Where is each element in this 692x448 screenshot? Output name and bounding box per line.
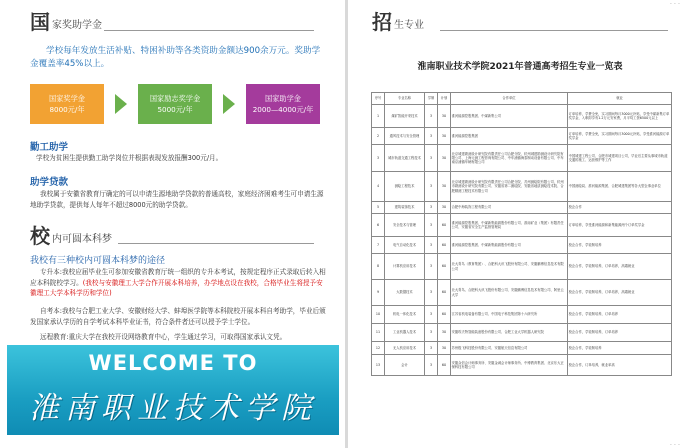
table-cell: 30 bbox=[438, 145, 451, 172]
section-header-majors bbox=[372, 12, 424, 32]
table-cell: 3 bbox=[425, 306, 438, 324]
table-cell: 苏州极飞科技股份有限公司、安徽航天信息有限公司 bbox=[451, 342, 568, 355]
table-cell: 校企合作，学徒制培养，订单培养，高端就业 bbox=[568, 254, 672, 280]
table-cell: 12 bbox=[372, 342, 385, 355]
table-cell: 30 bbox=[438, 342, 451, 355]
table-cell: 13 bbox=[372, 355, 385, 376]
flow-amount: 5000元/年 bbox=[157, 105, 193, 114]
table-cell: 3 bbox=[425, 280, 438, 306]
table-cell: 60 bbox=[438, 280, 451, 306]
table-cell: 校企合作 bbox=[568, 202, 672, 214]
section-divider bbox=[104, 30, 314, 31]
table-cell: 合肥中海装饰工程有限公司 bbox=[451, 202, 568, 214]
intro-paragraph: 学校每年发放生活补贴、特困补助等各类资助金额达900余万元。奖助学金覆盖率45%以上。 bbox=[30, 46, 321, 69]
welcome-banner bbox=[7, 345, 339, 435]
table-cell: 9 bbox=[372, 280, 385, 306]
table-cell: 30 bbox=[438, 128, 451, 145]
table-cell: 3 bbox=[425, 128, 438, 145]
table-cell: 6 bbox=[372, 214, 385, 237]
table-row bbox=[372, 105, 672, 128]
table-row bbox=[372, 202, 672, 214]
table-cell: 30 bbox=[438, 105, 451, 128]
table-cell: 大数据技术 bbox=[385, 280, 425, 306]
table-cell: 3 bbox=[425, 324, 438, 342]
table-row bbox=[372, 280, 672, 306]
table-cell: 煤矿智能开采技术 bbox=[385, 105, 425, 128]
table-cell: 3 bbox=[425, 172, 438, 202]
table-cell: 3 bbox=[425, 355, 438, 376]
table-cell: 计算机应用技术 bbox=[385, 254, 425, 280]
table-cell: 7 bbox=[372, 237, 385, 254]
table-cell: 订单培养，学费全免，实习期间每月3000元补贴，享受中煤新集订单奖学金，入职即享有1.2万元安家费，月平均工资6500元以上 bbox=[568, 105, 672, 128]
banner-college-name: 淮南职业技术学院 bbox=[29, 391, 317, 426]
table-cell: 60 bbox=[438, 214, 451, 237]
route-distance-text: 远程教育:重庆大学在我校开设网络教育中心，学生通过学习，可取得国家承认文凭。 bbox=[40, 333, 287, 341]
table-cell: 中国测绘局、淮河能源集团、合肥城建集团等各大型企事业单位 bbox=[568, 172, 672, 202]
table-title: 淮南职业技术学院2021年普通高考招生专业一览表 bbox=[417, 62, 623, 72]
work-study-text: 学校为贫困生提供勤工助学岗位并根据表现发放报酬300元/月。 bbox=[36, 154, 223, 162]
table-row bbox=[372, 214, 672, 237]
table-cell: 3 bbox=[425, 342, 438, 355]
arrow-right-icon bbox=[115, 94, 127, 114]
table-cell: 江苏省机电装备有限公司、中国电子科技集团第十六研究所 bbox=[451, 306, 568, 324]
column-header: 学制 bbox=[425, 93, 438, 105]
flow-amount: 8000元/年 bbox=[49, 105, 85, 114]
column-header: 就业 bbox=[568, 93, 672, 105]
section-header-big-char: 校 bbox=[30, 224, 50, 248]
table-cell: 中国城建工程公司、合肥市城建项目公司，毕业后主要从事城市轨道交通的施工、运营维护等工作 bbox=[568, 145, 672, 172]
table-cell: 通风技术与安全管理 bbox=[385, 128, 425, 145]
column-header: 序号 bbox=[372, 93, 385, 105]
table-cell: 3 bbox=[425, 105, 438, 128]
table-row bbox=[372, 145, 672, 172]
table-cell: 校企合作，学徒制培养，订单培养 bbox=[568, 324, 672, 342]
table-cell: 电气自动化技术 bbox=[385, 237, 425, 254]
table-header-row bbox=[372, 93, 672, 105]
table-cell: 城市轨道交通工程技术 bbox=[385, 145, 425, 172]
table-cell: 测绘工程技术 bbox=[385, 172, 425, 202]
section-header-small-text: 内可圆本科梦 bbox=[52, 234, 112, 245]
flow-box-encouragement-scholarship bbox=[138, 84, 212, 124]
table-row bbox=[372, 128, 672, 145]
table-cell: 淮河能源控股集团 bbox=[451, 128, 568, 145]
funding-flow bbox=[30, 84, 320, 124]
flow-title: 国家助学金 bbox=[265, 94, 301, 103]
arrow-right-icon bbox=[223, 94, 235, 114]
section-header-scholarship bbox=[30, 12, 102, 32]
table-cell: 30 bbox=[438, 202, 451, 214]
table-row bbox=[372, 306, 672, 324]
table-row bbox=[372, 355, 672, 376]
table-cell: 8 bbox=[372, 254, 385, 280]
route-upgrade-note: (我校与安徽理工大学合作开展本科培养，办学地点设在我校，合格毕业生将授予安徽理工大学本科学历和学位) bbox=[30, 278, 323, 297]
table-cell: 30 bbox=[438, 172, 451, 202]
loan-text: 我校属于安徽省教育厅确定的可以申请生源地助学贷款的普通高校，家庭经济困难考生可申请生源地助学贷款，提供每人每年不超过8000元的助学贷款。 bbox=[30, 190, 324, 209]
table-cell: 订单培养，享受淮河能源和新集能源两个订单奖学金 bbox=[568, 214, 672, 237]
table-cell: 安全技术与管理 bbox=[385, 214, 425, 237]
flow-box-national-grant bbox=[246, 84, 320, 124]
column-header: 专业名称 bbox=[385, 93, 425, 105]
section-divider bbox=[118, 243, 314, 244]
flow-amount: 2000—4000元/年 bbox=[252, 105, 314, 114]
table-cell: 校企合作，订单培养，就业率高 bbox=[568, 355, 672, 376]
table-cell: 安徽众信会计师事务所、安徽金诚会计师事务所、中博教育集团、北京东大正保科技有限公司 bbox=[451, 355, 568, 376]
flow-title: 国家励志奖学金 bbox=[149, 94, 201, 103]
table-cell: 3 bbox=[425, 237, 438, 254]
table-cell: 北大青鸟、合肥科大讯飞股份有限公司、安徽鹏博信息技术有限公司、阿里云大学 bbox=[451, 280, 568, 306]
table-cell: 北京城建勘测设计研究院有限责任公司合肥分院、杭州城建勘测设计研究院有限公司、上海元测工程咨询有限公司、中车浦镇海泰制动设备有限公司、中车南京浦镇车辆有限公司 bbox=[451, 145, 568, 172]
table-cell: 淮河能源控股集团、中煤新集公司 bbox=[451, 105, 568, 128]
table-cell: 30 bbox=[438, 324, 451, 342]
page-edge-mark: - - - bbox=[669, 441, 680, 448]
table-cell: 会计 bbox=[385, 355, 425, 376]
banner-welcome-text: WELCOME TO bbox=[88, 351, 258, 375]
left-page bbox=[0, 0, 345, 448]
table-cell: 北京城建勘测设计研究院有限责任公司合肥分院、苏州测绘院有限公司、杭州市勘测设计研究院有限公司、安徽省第二测绘院、安徽省地质测绘技术院、合肥精测工程技术有限公司 bbox=[451, 172, 568, 202]
table-cell: 工业机器人技术 bbox=[385, 324, 425, 342]
table-cell: 校企合作，学徒制培养，订单培养 bbox=[568, 306, 672, 324]
table-cell: 3 bbox=[372, 145, 385, 172]
section-header-degree bbox=[30, 226, 112, 246]
column-header: 计划 bbox=[438, 93, 451, 105]
table-cell: 3 bbox=[425, 214, 438, 237]
table-cell: 60 bbox=[438, 254, 451, 280]
table-cell: 60 bbox=[438, 306, 451, 324]
table-cell: 淮河能源控股集团、中煤新集能源股份有限公司 bbox=[451, 237, 568, 254]
table-cell: 3 bbox=[425, 254, 438, 280]
table-cell: 4 bbox=[372, 172, 385, 202]
table-cell: 北大青鸟（教育集团）、合肥科大讯飞股份有限公司、安徽鹏博信息技术有限公司 bbox=[451, 254, 568, 280]
section-header-small-text: 家奖助学金 bbox=[52, 20, 102, 31]
route-upgrade-main: 专升本:我校应届毕业生可参加安徽省教育厅统一组织的专升本考试，按规定程序正式录取后转入相应本科院校学习。 bbox=[30, 268, 326, 287]
table-cell: 2 bbox=[372, 128, 385, 145]
section-header-big-char: 国 bbox=[30, 10, 50, 34]
table-cell: 订单培养，学费全免，实习期间每月3000元补贴，享受淮河能源订单奖学金 bbox=[568, 128, 672, 145]
table-cell: 3 bbox=[425, 202, 438, 214]
route-upgrade-text bbox=[30, 267, 326, 299]
table-cell: 5 bbox=[372, 202, 385, 214]
flow-title: 国家奖学金 bbox=[49, 94, 85, 103]
flow-box-national-scholarship bbox=[30, 84, 104, 124]
table-cell: 安徽埃夫特智能装备股份有限公司、合肥工业大学机器人研究院 bbox=[451, 324, 568, 342]
degree-routes-title: 我校有三种校内可圆本科梦的途径 bbox=[30, 256, 166, 266]
table-row bbox=[372, 254, 672, 280]
table-row bbox=[372, 342, 672, 355]
table-row bbox=[372, 237, 672, 254]
table-cell: 校企合作，学徒制培养，订单培养，高端就业 bbox=[568, 280, 672, 306]
table-cell: 机电一体化技术 bbox=[385, 306, 425, 324]
table-cell: 60 bbox=[438, 237, 451, 254]
table-cell: 11 bbox=[372, 324, 385, 342]
table-cell: 无人机应用技术 bbox=[385, 342, 425, 355]
majors-table bbox=[371, 92, 672, 376]
right-page bbox=[348, 0, 692, 448]
section-header-small-text: 生专业 bbox=[394, 20, 424, 31]
table-cell: 10 bbox=[372, 306, 385, 324]
loan-title: 助学贷款 bbox=[30, 177, 69, 188]
work-study-title: 勤工助学 bbox=[30, 142, 69, 153]
table-cell: 3 bbox=[425, 145, 438, 172]
column-header: 合作单位 bbox=[451, 93, 568, 105]
table-cell: 建筑装饰技术 bbox=[385, 202, 425, 214]
section-header-big-char: 招 bbox=[372, 10, 392, 34]
page-edge-mark: - - - bbox=[669, 0, 680, 7]
table-cell: 60 bbox=[438, 355, 451, 376]
table-cell: 1 bbox=[372, 105, 385, 128]
table-cell: 淮河能源控股集团、中煤新集能源股份有限公司、淮南矿业（集团）有限责任公司、安徽省安全生产监督管理局 bbox=[451, 214, 568, 237]
table-row bbox=[372, 172, 672, 202]
table-cell: 校企合作，学徒制培养 bbox=[568, 237, 672, 254]
table-row bbox=[372, 324, 672, 342]
section-divider bbox=[440, 30, 668, 31]
route-self-study-text: 自考本:我校与合肥工业大学、安徽财经大学、蚌埠医学院等本科院校开展本科自考助学，毕业后颁发国家承认学历的自学考试本科毕业证书，符合条件者还可以授予学士学位。 bbox=[30, 307, 326, 326]
table-cell: 校企合作，学徒制培养 bbox=[568, 342, 672, 355]
